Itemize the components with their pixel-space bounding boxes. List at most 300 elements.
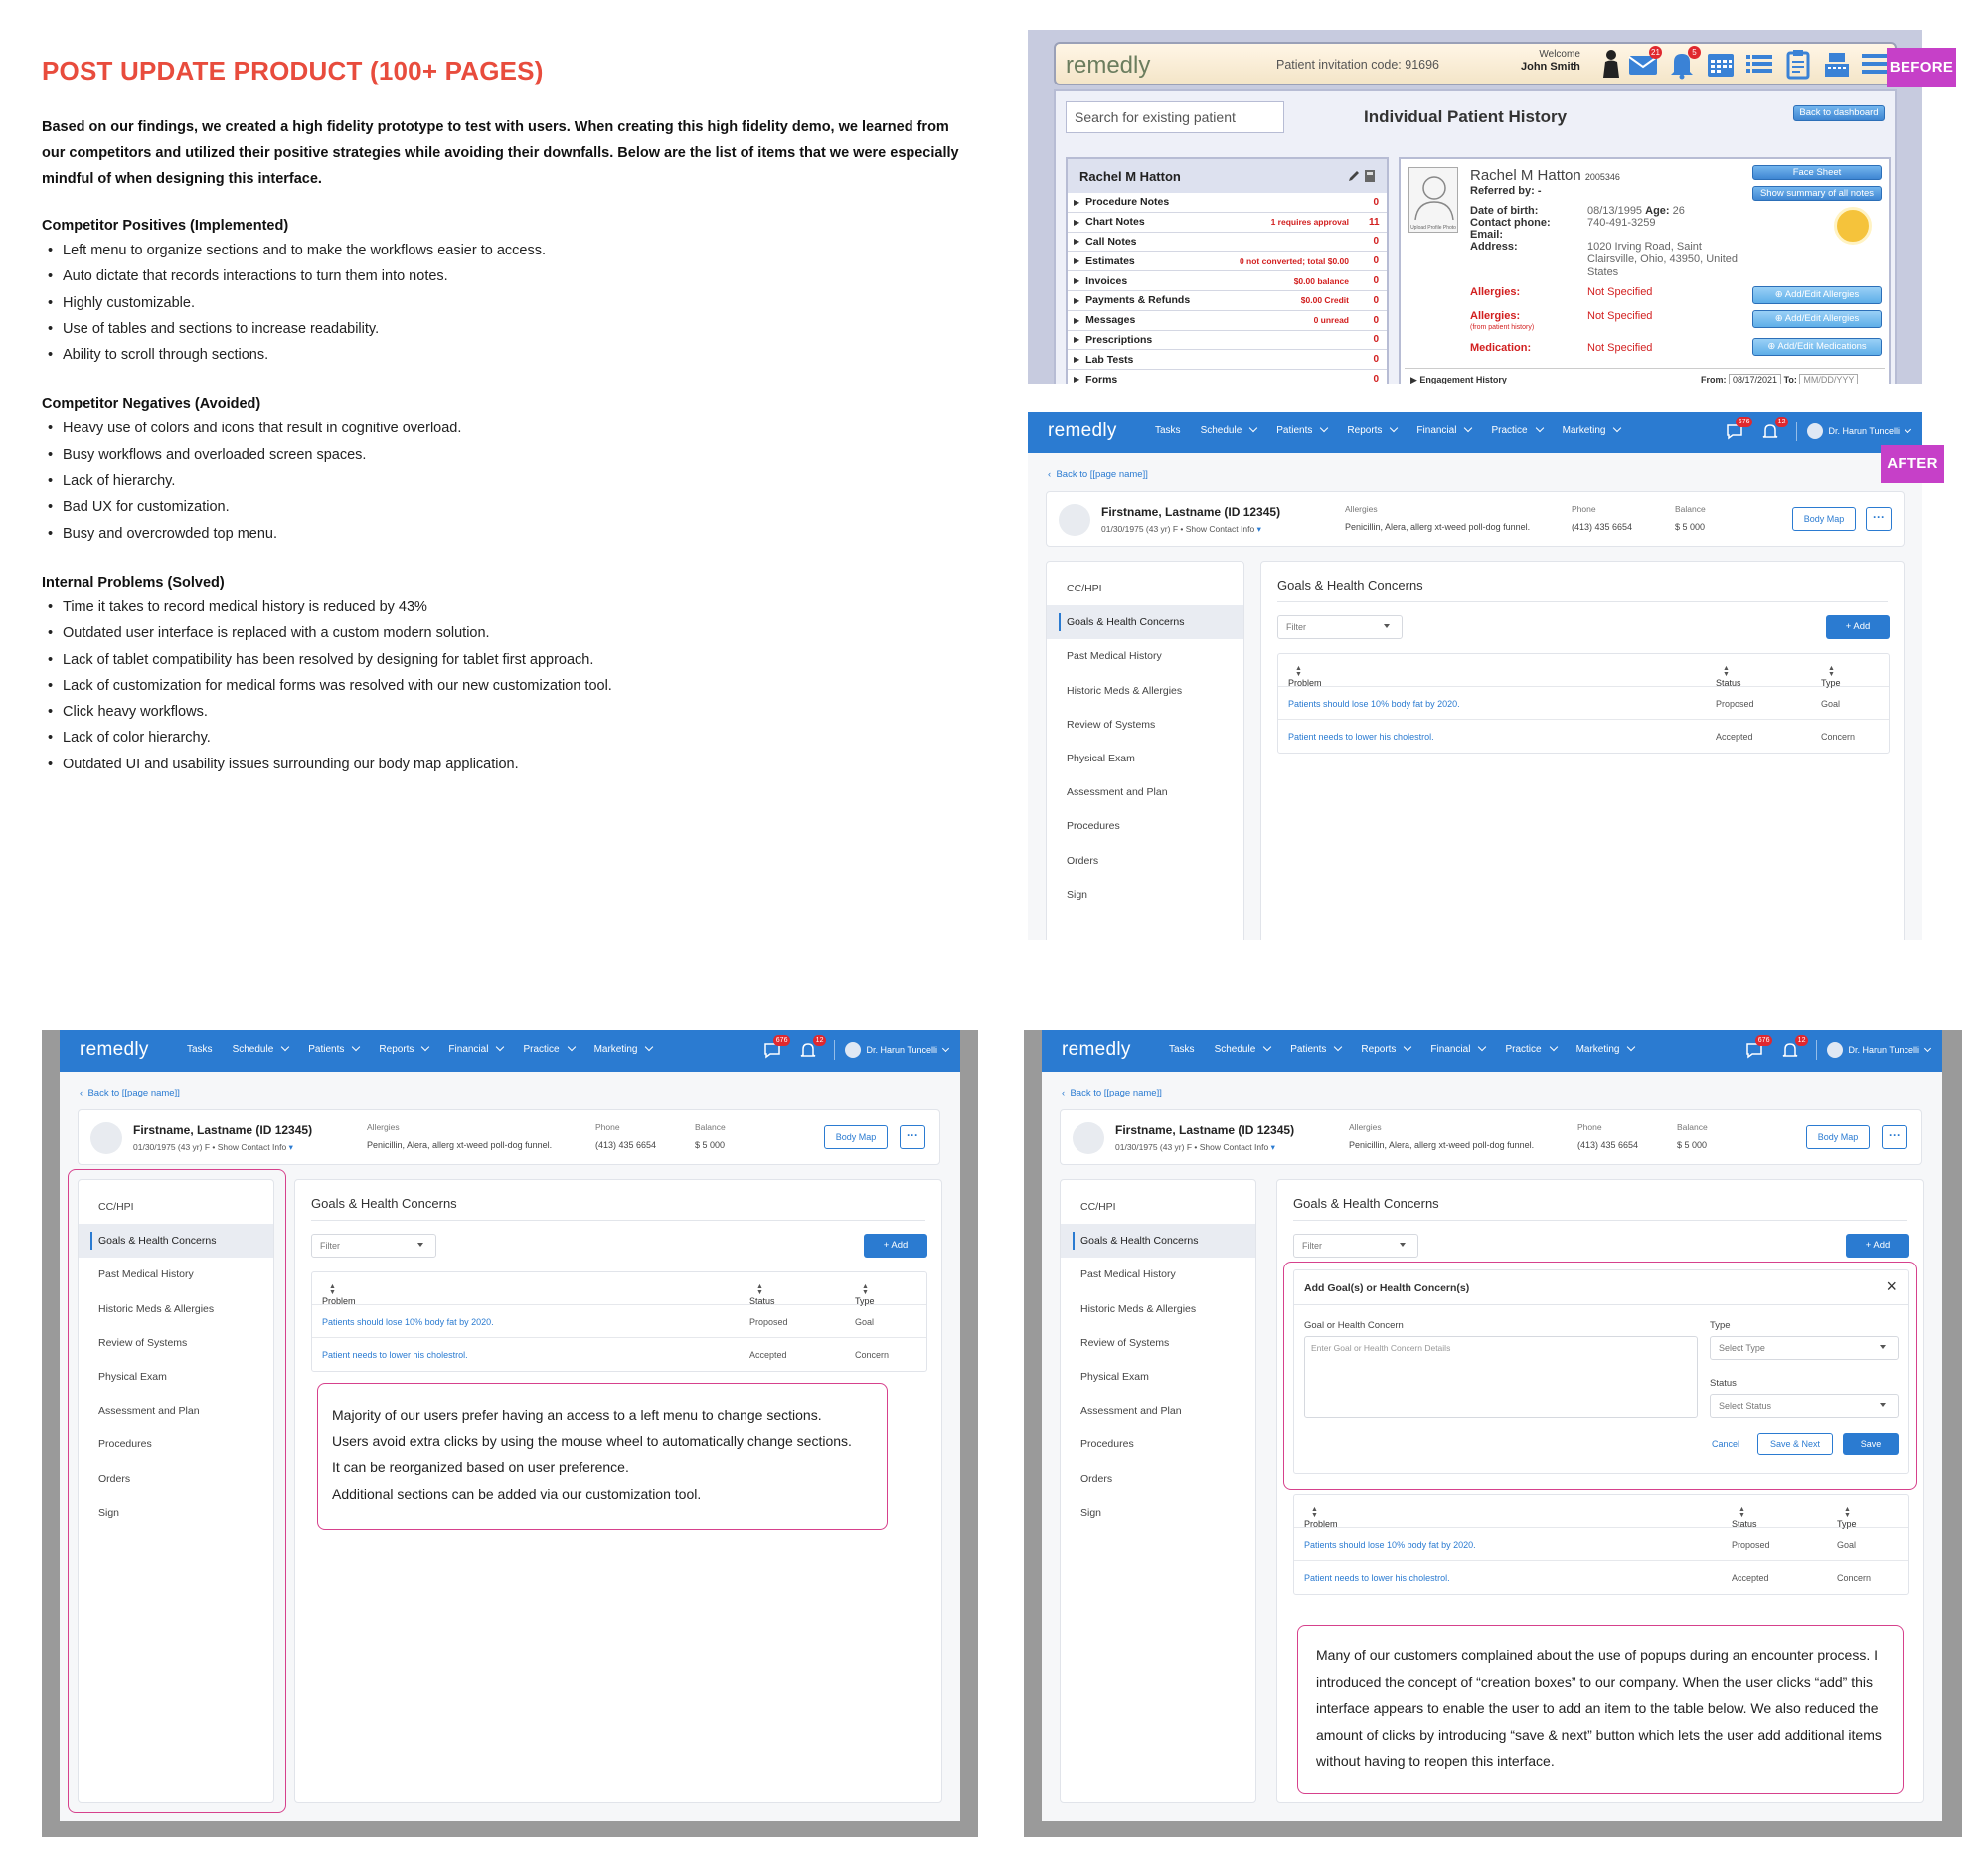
sidebar-item-past-medical-history[interactable]: Past Medical History xyxy=(98,1268,194,1281)
nav-label: Marketing xyxy=(1562,425,1606,436)
chat-badge: 676 xyxy=(1736,417,1753,427)
nav-marketing[interactable] xyxy=(594,1044,653,1055)
status-label: Status xyxy=(1710,1378,1737,1389)
patient-card xyxy=(1060,1109,1922,1165)
sidebar-item-procedures[interactable]: Procedures xyxy=(1067,820,1120,833)
list-item: • Lack of tablet compatibility has been resolved by designing for tablet first approach. xyxy=(42,647,976,673)
nav-practice[interactable] xyxy=(1491,425,1542,436)
add-edit-allergies-history-button[interactable]: ⊕ Add/Edit Allergies xyxy=(1752,310,1882,328)
nav-label: Marketing xyxy=(593,1044,638,1055)
sidebar-item-procedures[interactable]: Procedures xyxy=(1080,1438,1134,1451)
divider xyxy=(1816,1040,1817,1060)
allergies-label: Allergies xyxy=(1345,504,1378,514)
sidebar-item-physical-exam[interactable]: Physical Exam xyxy=(98,1371,167,1384)
sidebar-item-cc-hpi[interactable]: CC/HPI xyxy=(1067,583,1102,595)
row-count: 0 xyxy=(1373,236,1379,248)
positives-list xyxy=(42,238,976,368)
old-patient-detail xyxy=(1399,157,1891,384)
table-header xyxy=(1278,654,1889,687)
sidebar-item-historic-meds[interactable]: Historic Meds & Allergies xyxy=(1080,1302,1197,1315)
left-menu-frame xyxy=(42,1030,978,1837)
old-header xyxy=(1054,42,1897,85)
nav-patients[interactable] xyxy=(308,1044,359,1055)
nav-items xyxy=(1155,425,1640,436)
from-label: From: xyxy=(1701,375,1727,384)
sort-icon: ▲ ▼ xyxy=(1844,1506,1851,1519)
concerns-table xyxy=(311,1271,927,1372)
bell-badge: 12 xyxy=(813,1035,827,1046)
problem-link[interactable]: Patients should lose 10% body fat by 2020. xyxy=(1288,699,1460,709)
sidebar-item-review-of-systems[interactable]: Review of Systems xyxy=(1080,1336,1170,1349)
header-label: Problem xyxy=(1304,1519,1338,1529)
goal-label: Goal or Health Concern xyxy=(1304,1320,1404,1331)
nav-label: Schedule xyxy=(1214,1044,1256,1055)
show-contact-link[interactable]: Show Contact Info xyxy=(1199,1142,1269,1152)
sort-icon: ▲ ▼ xyxy=(1739,1506,1745,1519)
callout-line: Users avoid extra clicks by using the mouse wheel to automatically change sections. xyxy=(332,1433,852,1449)
creation-box-screenshot xyxy=(1042,1030,1942,1821)
chevron-down-icon xyxy=(1390,424,1398,432)
patient-sub: 01/30/1975 (43 yr) F • Show Contact Info ▾ xyxy=(1115,1142,1275,1152)
patient-card xyxy=(78,1109,940,1165)
back-link[interactable]: ‹ Back to [[page name]] xyxy=(1048,469,1148,480)
divider xyxy=(1293,1220,1907,1221)
allergies-value: Penicillin, Alera, allerg xt-weed poll-dog funnel. xyxy=(367,1140,553,1150)
sidebar-item-review-of-systems[interactable]: Review of Systems xyxy=(98,1336,188,1349)
balance-value: $ 5 000 xyxy=(695,1140,726,1150)
show-contact-link[interactable]: Show Contact Info xyxy=(217,1142,287,1152)
caret-right-icon: ▶ xyxy=(1074,355,1080,365)
sidebar-item-orders[interactable]: Orders xyxy=(98,1472,131,1485)
callout-line: Additional sections can be added via our customization tool. xyxy=(332,1485,702,1502)
bell-badge: 12 xyxy=(1775,417,1789,427)
row-count: 0 xyxy=(1373,354,1379,366)
sidebar-item-orders[interactable]: Orders xyxy=(1067,854,1099,867)
problem-link[interactable]: Patient needs to lower his cholestrol. xyxy=(1288,732,1434,742)
avatar[interactable] xyxy=(845,1042,861,1058)
row-name: Invoices xyxy=(1085,274,1128,287)
nav-tasks[interactable]: Tasks xyxy=(1155,425,1181,436)
sidebar-item-historic-meds[interactable]: Historic Meds & Allergies xyxy=(98,1302,215,1315)
nav-label: Reports xyxy=(1347,425,1383,436)
nav-label: Patients xyxy=(1290,1044,1327,1055)
callout-line: Majority of our users prefer having an access to a left menu to change sections. xyxy=(332,1407,822,1423)
old-detail-name xyxy=(1470,167,1620,184)
header-label: Type xyxy=(1837,1519,1857,1529)
caret-right-icon: ▶ xyxy=(1074,295,1080,305)
medication-label: Medication: xyxy=(1470,342,1532,354)
patient-dob: 01/30/1975 (43 yr) F xyxy=(1101,524,1179,534)
add-edit-medications-button[interactable]: ⊕ Add/Edit Medications xyxy=(1752,338,1882,356)
person-icon[interactable] xyxy=(1602,48,1620,80)
allergies-label: Allergies xyxy=(367,1122,400,1132)
doctor-name[interactable]: Dr. Harun Tuncelli xyxy=(1848,1045,1919,1055)
face-sheet-button[interactable]: Face Sheet xyxy=(1752,165,1882,180)
sidebar-item-goals[interactable]: Goals & Health Concerns xyxy=(1061,1224,1255,1258)
add-edit-allergies-button[interactable]: ⊕ Add/Edit Allergies xyxy=(1752,286,1882,304)
avatar xyxy=(1059,504,1090,536)
caret-right-icon: ▶ xyxy=(1074,197,1080,207)
sidebar-item-sign[interactable]: Sign xyxy=(98,1506,120,1519)
mail-badge: 21 xyxy=(1649,46,1662,59)
balance-label: Balance xyxy=(1677,1122,1708,1132)
balance-value: $ 5 000 xyxy=(1677,1140,1708,1150)
chevron-down-icon xyxy=(1905,425,1911,432)
col-type[interactable] xyxy=(855,1283,875,1306)
problem-link[interactable]: Patient needs to lower his cholestrol. xyxy=(322,1350,468,1360)
avatar xyxy=(90,1122,122,1154)
sidebar-item-assessment-plan[interactable]: Assessment and Plan xyxy=(1080,1405,1182,1418)
chat-icon[interactable] xyxy=(762,1037,788,1060)
nav-reports[interactable] xyxy=(1347,425,1397,436)
list-item: • Busy and overcrowded top menu. xyxy=(42,521,976,547)
nav-label: Practice xyxy=(1505,1044,1542,1055)
status-cell: Accepted xyxy=(1716,732,1753,742)
header-label: Problem xyxy=(1288,678,1322,688)
goal-textarea[interactable]: Enter Goal or Health Concern Details xyxy=(1304,1336,1698,1418)
list-item: • Click heavy workflows. xyxy=(42,699,976,725)
list-item[interactable] xyxy=(1068,350,1387,370)
old-page-title: Individual Patient History xyxy=(1364,107,1568,126)
status-select[interactable]: Select Status xyxy=(1710,1394,1899,1418)
nav-right xyxy=(1725,419,1910,441)
badge-seal-icon xyxy=(1834,207,1872,245)
status-cell: Proposed xyxy=(1732,1540,1770,1550)
age-label: Age: xyxy=(1645,205,1670,217)
sidebar-item-past-medical-history[interactable]: Past Medical History xyxy=(1067,650,1162,663)
nav-label: Patients xyxy=(1276,425,1313,436)
nav-right xyxy=(1744,1037,1930,1060)
nav-reports[interactable] xyxy=(379,1044,428,1055)
save-next-button[interactable]: Save & Next xyxy=(1757,1433,1833,1455)
col-problem[interactable] xyxy=(322,1283,356,1306)
allergies-value: Penicillin, Alera, allerg xt-weed poll-dog funnel. xyxy=(1349,1140,1535,1150)
list-item[interactable] xyxy=(1068,370,1387,384)
age-value: 26 xyxy=(1672,205,1685,217)
divider xyxy=(834,1040,835,1060)
sidebar-item-sign[interactable]: Sign xyxy=(1080,1506,1102,1519)
creation-box-callout xyxy=(1297,1625,1904,1794)
problem-link[interactable]: Patient needs to lower his cholestrol. xyxy=(1304,1573,1450,1583)
bell-badge: 5 xyxy=(1688,46,1701,59)
nav-patients[interactable] xyxy=(1290,1044,1341,1055)
list-item[interactable] xyxy=(1068,193,1387,213)
row-name: Forms xyxy=(1085,373,1118,384)
list-item[interactable] xyxy=(1068,311,1387,331)
sidebar-item-review-of-systems[interactable]: Review of Systems xyxy=(1067,718,1156,731)
list-item: • Outdated UI and usability issues surrounding our body map application. xyxy=(42,752,976,777)
chevron-down-icon xyxy=(1320,424,1328,432)
list-item[interactable] xyxy=(1068,233,1387,253)
section-heading: Internal Problems (Solved) xyxy=(42,574,225,590)
sidebar-item-physical-exam[interactable]: Physical Exam xyxy=(1080,1371,1149,1384)
col-problem[interactable] xyxy=(1288,665,1322,688)
status-cell: Accepted xyxy=(1732,1573,1769,1583)
nav-label: Marketing xyxy=(1575,1044,1620,1055)
nav-label: Financial xyxy=(1430,1044,1471,1055)
address-value: 1020 Irving Road, Saint Clairsville, Ohio, 43950, United States xyxy=(1587,241,1739,278)
back-to-dashboard-button[interactable]: Back to dashboard xyxy=(1793,105,1885,121)
button-label: Add/Edit Allergies xyxy=(1784,289,1860,300)
chevron-down-icon xyxy=(645,1043,653,1051)
nav-label: Financial xyxy=(448,1044,489,1055)
list-item[interactable] xyxy=(1068,213,1387,233)
referred-by: Referred by: - xyxy=(1470,185,1542,197)
caret-down-icon: ▾ xyxy=(1256,524,1261,534)
sidebar-item-physical-exam[interactable]: Physical Exam xyxy=(1067,753,1135,765)
edit-icon[interactable] xyxy=(1347,169,1377,186)
allergies-history-sub: (from patient history) xyxy=(1470,324,1535,331)
list-item: • Auto dictate that records interactions to turn them into notes. xyxy=(42,263,976,289)
old-rows xyxy=(1068,193,1387,384)
patient-sub: 01/30/1975 (43 yr) F • Show Contact Info ▾ xyxy=(1101,524,1261,534)
header-label: Type xyxy=(855,1296,875,1306)
row-name: Payments & Refunds xyxy=(1085,294,1191,307)
old-content-panel xyxy=(1054,89,1897,384)
nav-tasks[interactable]: Tasks xyxy=(1169,1044,1195,1055)
mail-icon[interactable] xyxy=(1627,48,1659,80)
allergies-history-label: Allergies: xyxy=(1470,310,1521,322)
more-options-button[interactable]: ··· xyxy=(1866,507,1892,531)
avatar[interactable] xyxy=(1827,1042,1843,1058)
bell-icon[interactable] xyxy=(1666,48,1698,80)
patient-dob: 01/30/1975 (43 yr) F xyxy=(1115,1142,1193,1152)
old-record-list xyxy=(1066,157,1389,384)
nav-label: Reports xyxy=(379,1044,414,1055)
list-item: • Left menu to organize sections and to make the workflows easier to access. xyxy=(42,238,976,263)
back-link[interactable]: ‹ Back to [[page name]] xyxy=(1062,1088,1162,1098)
before-tag: BEFORE xyxy=(1887,48,1956,87)
type-label: Type xyxy=(1710,1320,1731,1331)
caret-right-icon: ▶ xyxy=(1074,375,1080,384)
table-row[interactable] xyxy=(1278,687,1889,720)
profile-photo-placeholder[interactable] xyxy=(1408,167,1458,233)
nav-reports[interactable] xyxy=(1361,1044,1410,1055)
phone-value: (413) 435 6654 xyxy=(1572,522,1633,532)
add-button[interactable]: + Add xyxy=(1826,615,1890,639)
col-type[interactable] xyxy=(1821,665,1841,688)
nav-schedule[interactable] xyxy=(233,1044,289,1055)
patient-id: 2005346 xyxy=(1584,172,1620,182)
negatives-list xyxy=(42,416,976,546)
add-button[interactable]: + Add xyxy=(864,1234,927,1258)
nav-financial[interactable] xyxy=(448,1044,503,1055)
patient-card xyxy=(1046,491,1905,547)
nav-patients[interactable] xyxy=(1276,425,1327,436)
concerns-table xyxy=(1293,1494,1909,1595)
old-patient-name xyxy=(1068,159,1387,193)
before-screenshot xyxy=(1028,30,1922,384)
show-summary-button[interactable]: Show summary of all notes xyxy=(1752,186,1882,201)
nav-label: Practice xyxy=(523,1044,560,1055)
dob-label: Date of birth: xyxy=(1470,205,1539,217)
patient-name: Firstname, Lastname (ID 12345) xyxy=(133,1123,313,1137)
list-item: • Heavy use of colors and icons that result in cognitive overload. xyxy=(42,416,976,441)
sidebar-item-goals[interactable]: Goals & Health Concerns xyxy=(79,1224,273,1258)
filter-select[interactable]: Filter xyxy=(1293,1234,1418,1258)
left-menu-screenshot xyxy=(60,1030,960,1821)
bell-icon[interactable] xyxy=(798,1037,824,1060)
creation-box-frame xyxy=(1024,1030,1962,1837)
nav-practice[interactable] xyxy=(1505,1044,1556,1055)
divider xyxy=(311,1220,925,1221)
sort-icon: ▲ ▼ xyxy=(862,1283,869,1296)
chat-icon[interactable] xyxy=(1744,1037,1770,1060)
section-heading: Competitor Positives (Implemented) xyxy=(42,218,289,234)
col-status[interactable] xyxy=(749,1283,775,1306)
filter-select[interactable]: Filter xyxy=(311,1234,436,1258)
top-nav xyxy=(1028,412,1922,453)
sidebar-item-cc-hpi[interactable]: CC/HPI xyxy=(1080,1201,1116,1214)
table-row[interactable] xyxy=(312,1305,926,1338)
save-button[interactable]: Save xyxy=(1843,1433,1899,1455)
sidebar-item-orders[interactable]: Orders xyxy=(1080,1472,1113,1485)
sort-icon: ▲ ▼ xyxy=(329,1283,336,1296)
type-cell: Concern xyxy=(855,1350,890,1360)
callout-line: It can be reorganized based on user preference. xyxy=(332,1459,629,1475)
phone-label: Phone xyxy=(1572,504,1596,514)
remedly-logo: remedly xyxy=(1048,421,1117,441)
allergies-history-value: Not Specified xyxy=(1587,310,1653,322)
table-row[interactable] xyxy=(1294,1561,1908,1594)
chevron-down-icon xyxy=(1334,1043,1342,1051)
caret-right-icon: ▶ xyxy=(1074,217,1080,227)
chevron-down-icon xyxy=(1478,1043,1486,1051)
filter-select[interactable]: Filter xyxy=(1277,615,1403,639)
nav-marketing[interactable] xyxy=(1563,425,1621,436)
body-map-button[interactable]: Body Map xyxy=(1792,507,1856,531)
sidebar-item-historic-meds[interactable]: Historic Meds & Allergies xyxy=(1067,684,1183,697)
list-icon[interactable] xyxy=(1743,48,1775,80)
register-icon[interactable] xyxy=(1821,48,1853,80)
clipboard-icon[interactable] xyxy=(1782,48,1814,80)
problem-link[interactable]: Patients should lose 10% body fat by 2020. xyxy=(322,1317,494,1327)
section-title: Goals & Health Concerns xyxy=(1277,578,1423,592)
nav-marketing[interactable] xyxy=(1576,1044,1635,1055)
creation-box-title: Add Goal(s) or Health Concern(s) xyxy=(1304,1282,1470,1294)
table-row[interactable] xyxy=(1294,1528,1908,1561)
header-label: Status xyxy=(1716,678,1741,688)
button-label: Add/Edit Allergies xyxy=(1784,313,1860,324)
doctor-name[interactable]: Dr. Harun Tuncelli xyxy=(1828,426,1900,436)
nav-practice[interactable] xyxy=(523,1044,574,1055)
type-select[interactable]: Select Type xyxy=(1710,1336,1899,1360)
status-cell: Accepted xyxy=(749,1350,787,1360)
sidebar-item-cc-hpi[interactable]: CC/HPI xyxy=(98,1201,134,1214)
row-note: 0 unread xyxy=(1313,315,1349,326)
row-note: $0.00 balance xyxy=(1293,275,1349,286)
calendar-icon[interactable] xyxy=(1705,48,1737,80)
chevron-down-icon xyxy=(1464,424,1472,432)
sidebar-item-past-medical-history[interactable]: Past Medical History xyxy=(1080,1268,1176,1281)
old-search-input[interactable]: Search for existing patient xyxy=(1066,101,1284,133)
nav-right xyxy=(762,1037,948,1060)
col-type[interactable] xyxy=(1837,1506,1857,1529)
add-button[interactable]: + Add xyxy=(1846,1234,1909,1258)
problem-link[interactable]: Patients should lose 10% body fat by 2020. xyxy=(1304,1540,1476,1550)
col-status[interactable] xyxy=(1732,1506,1757,1529)
list-item: • Bad UX for customization. xyxy=(42,494,976,520)
sort-icon: ▲ ▼ xyxy=(1828,665,1835,678)
patient-name: Firstname, Lastname (ID 12345) xyxy=(1115,1123,1295,1137)
bell-icon[interactable] xyxy=(1760,419,1786,441)
patient-sub: 01/30/1975 (43 yr) F • Show Contact Info ▾ xyxy=(133,1142,293,1152)
remedly-logo: remedly xyxy=(1062,1039,1131,1060)
more-options-button[interactable]: ··· xyxy=(1882,1125,1907,1149)
patient-dob: 01/30/1975 (43 yr) F xyxy=(133,1142,211,1152)
nav-label: Schedule xyxy=(1200,425,1242,436)
sidebar-item-procedures[interactable]: Procedures xyxy=(98,1438,152,1451)
cancel-button[interactable]: Cancel xyxy=(1712,1439,1740,1449)
table-row[interactable] xyxy=(1278,720,1889,753)
address-label: Address: xyxy=(1470,241,1518,253)
nav-schedule[interactable] xyxy=(1215,1044,1271,1055)
sidebar-item-assessment-plan[interactable]: Assessment and Plan xyxy=(1067,786,1168,799)
nav-items xyxy=(1169,1044,1654,1055)
chevron-down-icon xyxy=(942,1044,949,1051)
body-map-button[interactable]: Body Map xyxy=(1806,1125,1870,1149)
section-sidebar xyxy=(1060,1179,1256,1803)
from-date-input[interactable]: 08/17/2021 xyxy=(1729,374,1781,384)
nav-schedule[interactable] xyxy=(1201,425,1257,436)
close-icon[interactable]: × xyxy=(1886,1276,1897,1296)
caret-down-icon: ▾ xyxy=(1270,1142,1275,1152)
col-status[interactable] xyxy=(1716,665,1741,688)
list-item[interactable] xyxy=(1068,271,1387,291)
engagement-history-row[interactable] xyxy=(1405,368,1885,384)
list-item[interactable] xyxy=(1068,252,1387,271)
header-label: Type xyxy=(1821,678,1841,688)
welcome-text: Welcome xyxy=(1539,49,1580,60)
sidebar-item-assessment-plan[interactable]: Assessment and Plan xyxy=(98,1405,200,1418)
nav-financial[interactable] xyxy=(1416,425,1471,436)
table-row[interactable] xyxy=(312,1338,926,1371)
chat-icon[interactable] xyxy=(1725,419,1750,441)
nav-financial[interactable] xyxy=(1430,1044,1485,1055)
more-options-button[interactable]: ··· xyxy=(900,1125,925,1149)
show-contact-link[interactable]: Show Contact Info xyxy=(1185,524,1255,534)
doctor-name[interactable]: Dr. Harun Tuncelli xyxy=(866,1045,937,1055)
section-heading: Competitor Negatives (Avoided) xyxy=(42,396,261,413)
sidebar-item-sign[interactable]: Sign xyxy=(1067,888,1088,901)
bell-icon[interactable] xyxy=(1780,1037,1806,1060)
section-title: Goals & Health Concerns xyxy=(1293,1196,1439,1211)
nav-items xyxy=(187,1044,672,1055)
list-item: • Outdated user interface is replaced with a custom modern solution. xyxy=(42,620,976,646)
body-map-button[interactable]: Body Map xyxy=(824,1125,888,1149)
concerns-table xyxy=(1277,653,1890,754)
sidebar-item-goals[interactable]: Goals & Health Concerns xyxy=(1047,605,1243,639)
col-problem[interactable] xyxy=(1304,1506,1338,1529)
row-count: 0 xyxy=(1373,196,1379,208)
to-date-input[interactable]: MM/DD/YYY xyxy=(1799,374,1858,384)
intro-lead: Based on our findings, we created a high fidelity prototype to test with users. When creating this high fidelity demo, we learned from our competitors and utilized their positive strategies while avoiding their downfalls. Below are the list of items that we were especially mindful of when designing this interface. xyxy=(42,119,959,187)
list-item: • Lack of customization for medical forms was resolved with our new customization tool. xyxy=(42,673,976,699)
avatar[interactable] xyxy=(1807,423,1823,439)
table-header xyxy=(1294,1495,1908,1528)
nav-label: Financial xyxy=(1416,425,1457,436)
list-item[interactable] xyxy=(1068,331,1387,351)
old-logo: remedly xyxy=(1066,52,1151,79)
dob-value: 08/13/1995 xyxy=(1587,205,1643,217)
back-link[interactable]: ‹ Back to [[page name]] xyxy=(80,1088,180,1098)
after-tag: AFTER xyxy=(1881,445,1944,483)
engagement-label: Engagement History xyxy=(1419,375,1507,384)
nav-tasks[interactable]: Tasks xyxy=(187,1044,213,1055)
list-item[interactable] xyxy=(1068,291,1387,311)
chevron-down-icon xyxy=(496,1043,504,1051)
nav-label: Practice xyxy=(1491,425,1528,436)
